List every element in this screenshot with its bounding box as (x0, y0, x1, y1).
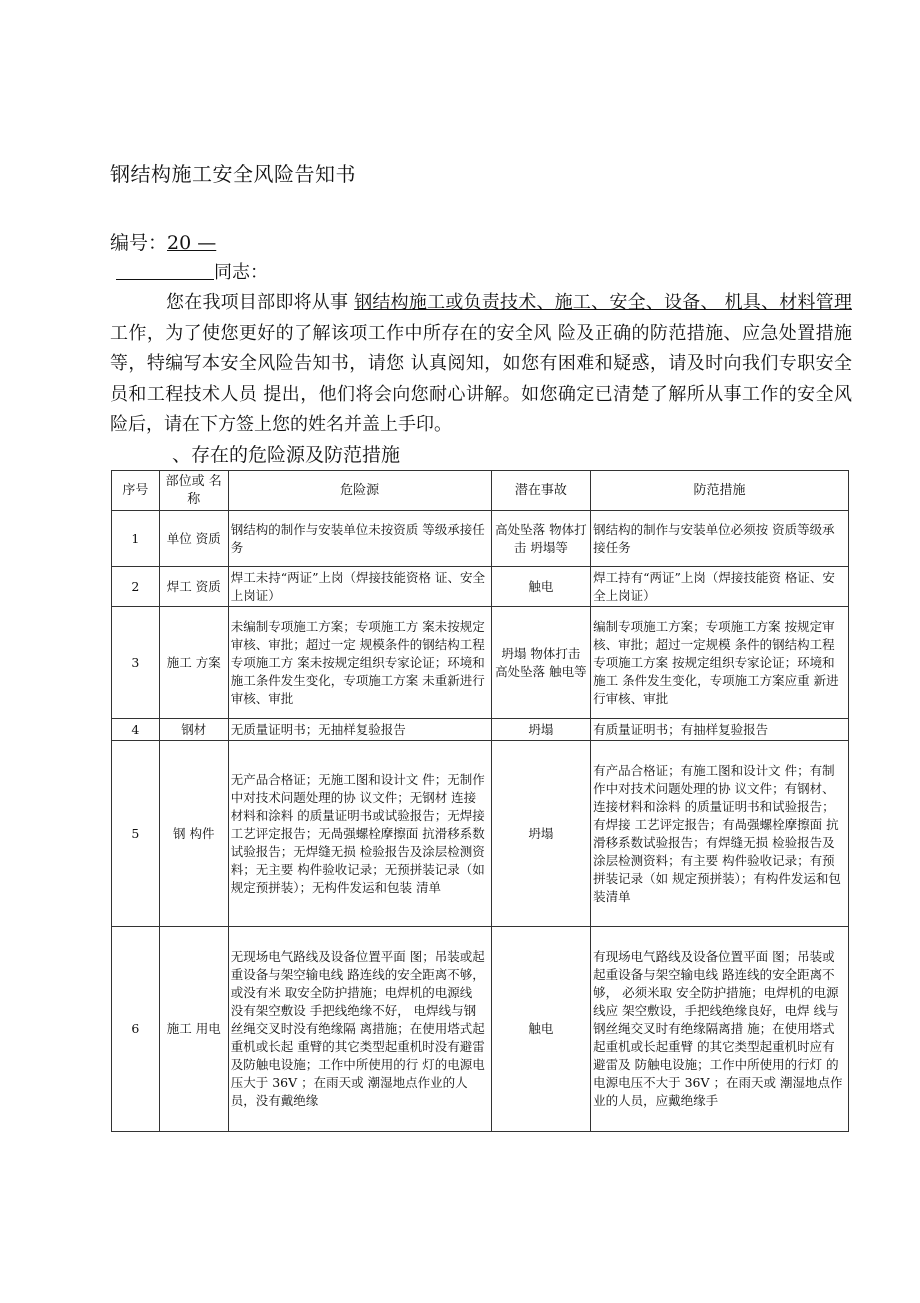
cell-no: 5 (112, 741, 160, 927)
cell-part: 钢材 (159, 719, 228, 741)
serial-value: 20 — (167, 232, 217, 254)
header-accident: 潜在事故 (491, 471, 590, 511)
cell-part: 钢 构件 (159, 741, 228, 927)
intro-paragraph (110, 288, 852, 441)
cell-part: 施工 用电 (159, 927, 228, 1132)
cell-measure: 编制专项施工方案；专项施工方案 按规定审核、审批；超过一定规模 条件的钢结构工程专项施工方案 按规定组织专家论证；环境和施工 条件发生变化，专项施工方案应重 新进行审核、审批 (591, 607, 849, 719)
serial-label: 编号： (110, 232, 168, 254)
cell-hazard: 无现场电气路线及设备位置平面 图；吊装或起重设备与架空输电线 路连线的安全距离不够，或没有米 取安全防护措施；电焊机的电源线 没有架空敷设 手把线绝缘不好， 电焊线与钢丝绳交叉时没有绝缘隔 离措施；在使用塔式起重机或长起 重臂的其它类型起重机时没有避雷 及防触电设施；工作中所使用的行 灯的电源电压大于 36V ；在雨天或 潮湿地点作业的人员，没有戴绝缘 (228, 927, 491, 1132)
cell-no: 4 (112, 719, 160, 741)
cell-part: 焊工 资质 (159, 567, 228, 607)
cell-measure: 焊工持有“两证”上岗（焊接技能资 格证、安全上岗证） (591, 567, 849, 607)
table-row (112, 927, 849, 1132)
cell-hazard: 未编制专项施工方案；专项施工方 案未按规定审核、审批；超过一定 规模条件的钢结构工程专项施工方 案未按规定组织专家论证；环境和 施工条件发生变化，专项施工方案 未重新进行审核、审批 (228, 607, 491, 719)
table-row (112, 741, 849, 927)
intro-part1: 您在我项目部即将从事 (166, 292, 355, 313)
cell-no: 3 (112, 607, 160, 719)
section-title: 、存在的危险源及防范措施 (172, 444, 401, 466)
header-hazard: 危险源 (228, 471, 491, 511)
cell-accident: 触电 (491, 927, 590, 1132)
header-measure: 防范措施 (591, 471, 849, 511)
document-title: 钢结构施工安全风险告知书 (110, 162, 356, 186)
cell-accident: 坍塌 (491, 741, 590, 927)
addressee-suffix: 同志： (214, 262, 268, 283)
cell-no: 6 (112, 927, 160, 1132)
table-header-row (112, 471, 849, 511)
serial-number (110, 228, 216, 255)
cell-hazard: 无质量证明书；无抽样复验报告 (228, 719, 491, 741)
header-part: 部位或 名称 (159, 471, 228, 511)
cell-hazard: 焊工未持“两证”上岗（焊接技能资格 证、安全上岗证） (228, 567, 491, 607)
table-row (112, 567, 849, 607)
cell-no: 1 (112, 511, 160, 567)
intro-part2: 工作，为了使您更好的了解该项工作中所存在的安全风 险及正确的防范措施、应急处置措施等，特编写本安全风险告知书，请您 认真阅知，如您有困难和疑惑，请及时向我们专职安全员和工程技术人员 提出，他们将会向您耐心讲解。如您确定已清楚了解所从事工作的安全风 险后，请在下方签上您的姓名并盖上手印。 (110, 322, 852, 435)
hazard-table (111, 470, 849, 1132)
cell-measure: 有现场电气路线及设备位置平面 图；吊装或起重设备与架空输电线 路连线的安全距离不够， 必须米取 安全防护措施；电焊机的电源线应 架空敷设，手把线绝缘良好，电焊 线与钢丝绳交叉时有绝缘隔离措 施；在使用塔式起重机或长起重臂 的其它类型起重机时应有避雷及 防触电设施；工作中所使用的行灯 的电源电压不大于 36V ；在雨天或 潮湿地点作业的人员，应戴绝缘手 (591, 927, 849, 1132)
cell-measure: 钢结构的制作与安装单位必须按 资质等级承接任务 (591, 511, 849, 567)
cell-no: 2 (112, 567, 160, 607)
table-row (112, 719, 849, 741)
addressee-line (116, 258, 268, 284)
table-row (112, 607, 849, 719)
cell-accident: 触电 (491, 567, 590, 607)
cell-part: 单位 资质 (159, 511, 228, 567)
cell-accident: 坍塌 物体打击 高处坠落 触电等 (491, 607, 590, 719)
table-row (112, 511, 849, 567)
cell-measure: 有质量证明书；有抽样复验报告 (591, 719, 849, 741)
intro-job-scope: 钢结构施工或负责技术、施工、安全、设备、 机具、材料管理 (354, 292, 852, 313)
addressee-name-blank (116, 261, 214, 280)
cell-measure: 有产品合格证；有施工图和设计文 件；有制作中对技术问题处理的协 议文件；有钢材、连接材料和涂料 的质量证明书和试验报告；有焊接 工艺评定报告；有咼强螺栓摩擦面 抗滑移系数试验报告；有焊缝无损 检验报告及涂层检测资料；有主要 构件验收记录；有预拼装记录（如 规定预拼装）；有构件发运和包装清单 (591, 741, 849, 927)
cell-hazard: 无产品合格证；无施工图和设计文 件；无制作中对技术问题处理的协 议文件；无钢材 连接材料和涂料 的质量证明书或试验报告；无焊接 工艺评定报告；无咼强螺栓摩擦面 抗滑移系数试验报告；无焊缝无损 检验报告及涂层检测资料；无主要 构件验收记录；无预拼装记录（如 规定预拼装）；无构件发运和包装 清单 (228, 741, 491, 927)
header-no: 序号 (112, 471, 160, 511)
cell-accident: 高处坠落 物体打击 坍塌等 (491, 511, 590, 567)
cell-part: 施工 方案 (159, 607, 228, 719)
cell-accident: 坍塌 (491, 719, 590, 741)
cell-hazard: 钢结构的制作与安装单位未按资质 等级承接任务 (228, 511, 491, 567)
